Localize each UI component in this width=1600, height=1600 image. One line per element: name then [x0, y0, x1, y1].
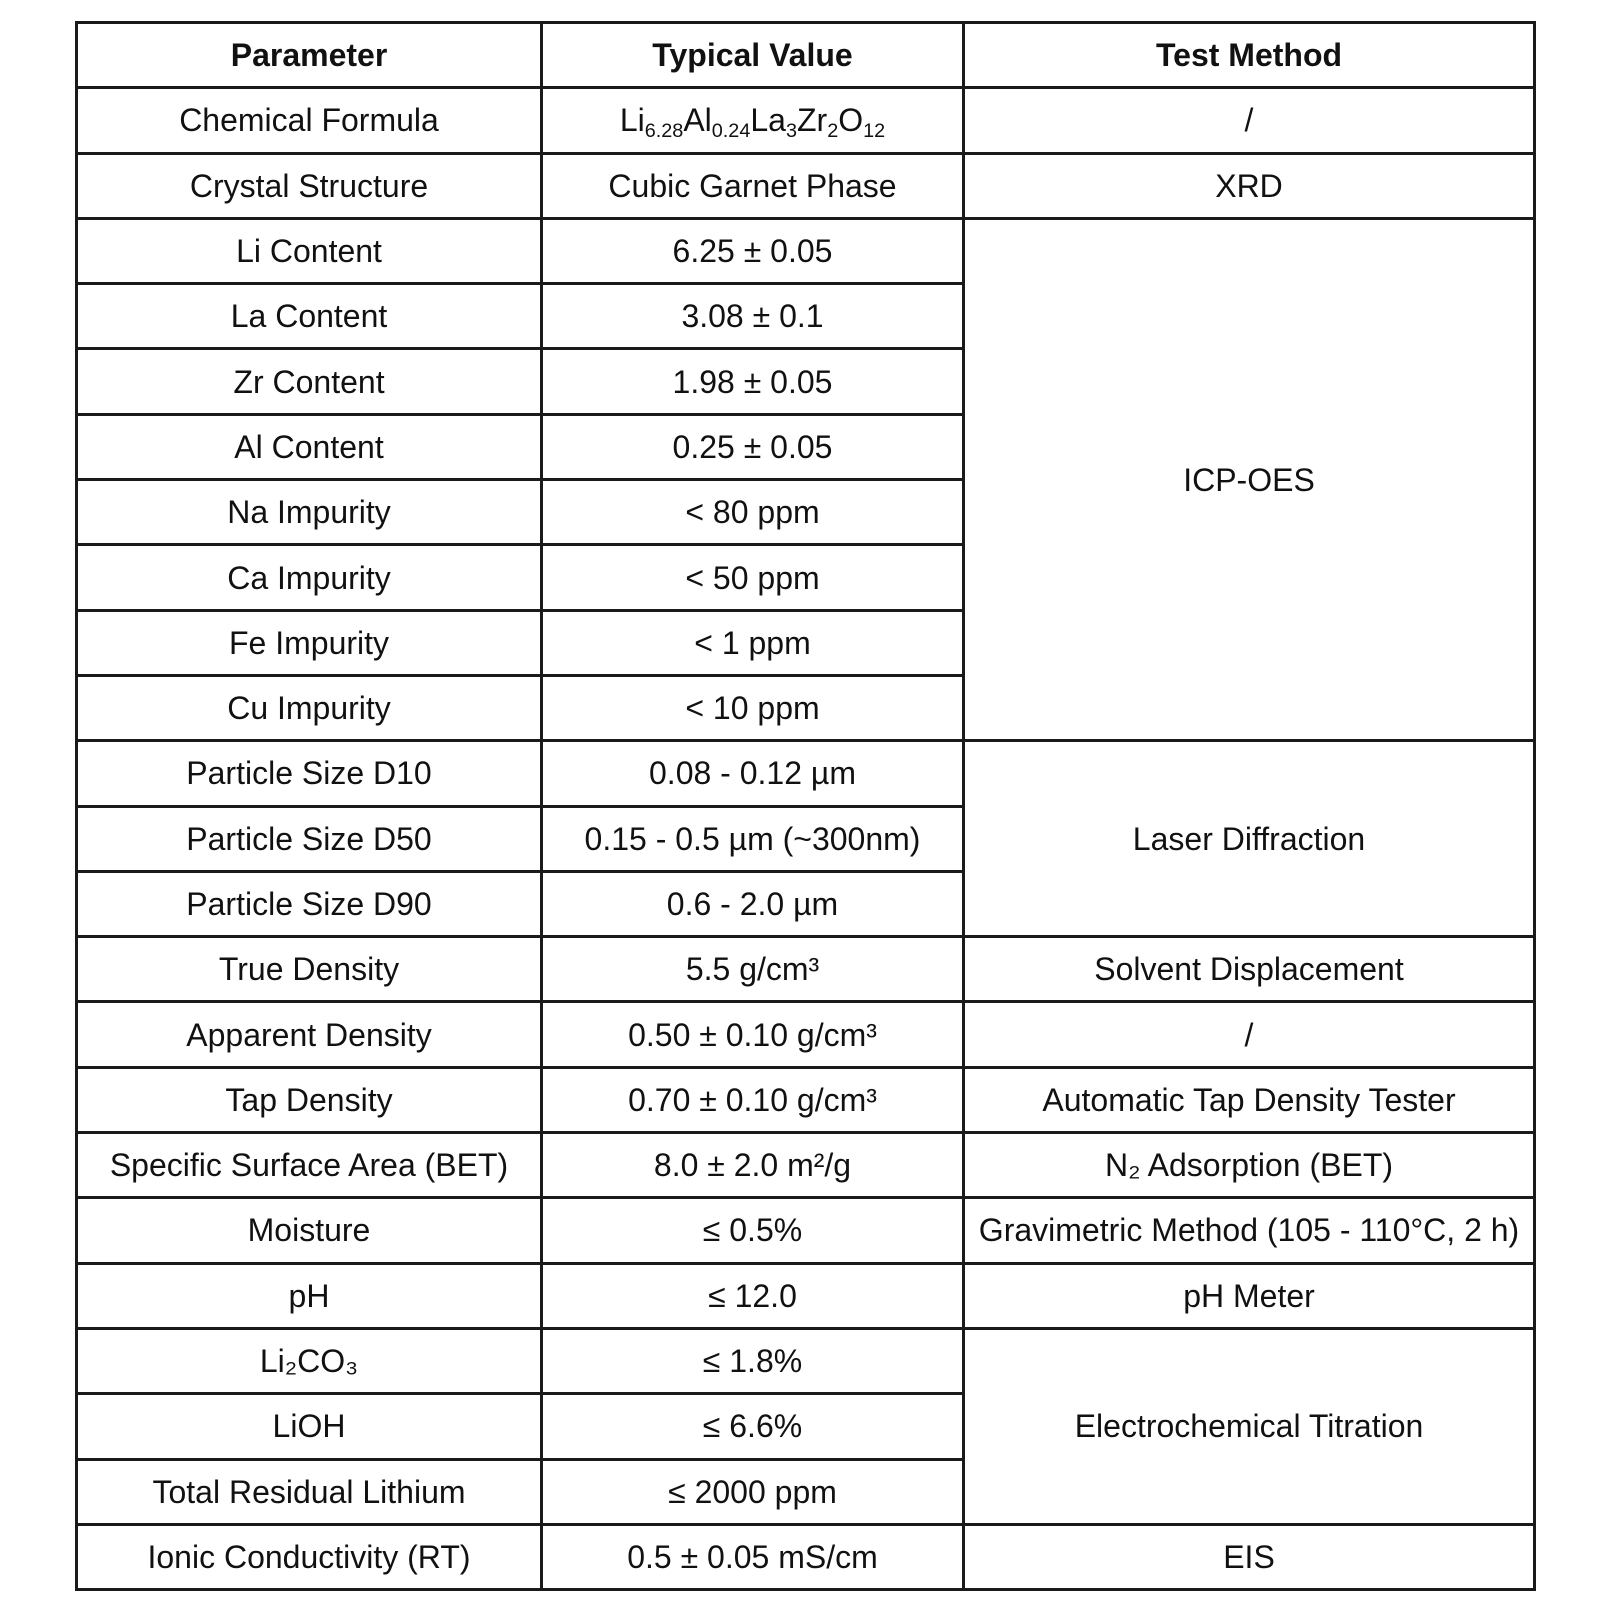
value-cell: 0.15 - 0.5 µm (~300nm)	[542, 806, 964, 871]
parameter-cell: Crystal Structure	[77, 153, 542, 218]
parameter-cell: Specific Surface Area (BET)	[77, 1133, 542, 1198]
parameter-cell: Tap Density	[77, 1067, 542, 1132]
value-cell: < 80 ppm	[542, 480, 964, 545]
table-row	[77, 741, 1535, 806]
specification-table	[75, 21, 1536, 1591]
value-cell: 1.98 ± 0.05	[542, 349, 964, 414]
method-cell: /	[964, 1002, 1535, 1067]
formula-element: Zr	[796, 102, 828, 139]
parameter-cell: Li Content	[77, 218, 542, 283]
method-cell: Solvent Displacement	[964, 937, 1535, 1002]
method-cell-merged: Laser Diffraction	[964, 741, 1535, 937]
value-cell: 0.25 ± 0.05	[542, 414, 964, 479]
value-cell: 8.0 ± 2.0 m²/g	[542, 1133, 964, 1198]
value-cell: 0.6 - 2.0 µm	[542, 871, 964, 936]
parameter-cell: Na Impurity	[77, 480, 542, 545]
value-cell: ≤ 1.8%	[542, 1328, 964, 1393]
header-test-method: Test Method	[964, 23, 1535, 88]
formula-element: Li	[619, 102, 645, 139]
parameter-cell: Ionic Conductivity (RT)	[77, 1524, 542, 1589]
formula-subscript: 0.24	[711, 120, 751, 143]
formula-subscript: 3	[785, 120, 797, 143]
parameter-cell: Al Content	[77, 414, 542, 479]
formula-element: O	[838, 102, 864, 139]
value-cell: < 1 ppm	[542, 610, 964, 675]
value-cell: 5.5 g/cm³	[542, 937, 964, 1002]
value-cell: ≤ 6.6%	[542, 1394, 964, 1459]
formula-element: La	[750, 102, 786, 139]
formula-subscript: 2	[827, 120, 839, 143]
table-row	[77, 1002, 1535, 1067]
value-cell-chemical-formula	[542, 88, 964, 153]
value-cell: < 10 ppm	[542, 675, 964, 740]
method-cell: XRD	[964, 153, 1535, 218]
parameter-cell: Particle Size D10	[77, 741, 542, 806]
parameter-cell: Ca Impurity	[77, 545, 542, 610]
table-row	[77, 1524, 1535, 1589]
method-cell: N₂ Adsorption (BET)	[964, 1133, 1535, 1198]
method-cell-merged: ICP-OES	[964, 218, 1535, 740]
value-cell: 0.70 ± 0.10 g/cm³	[542, 1067, 964, 1132]
parameter-cell: Li₂CO₃	[77, 1328, 542, 1393]
parameter-cell: Chemical Formula	[77, 88, 542, 153]
table-row	[77, 1067, 1535, 1132]
value-cell: 0.50 ± 0.10 g/cm³	[542, 1002, 964, 1067]
value-cell: 6.25 ± 0.05	[542, 218, 964, 283]
parameter-cell: pH	[77, 1263, 542, 1328]
header-row	[77, 23, 1535, 88]
parameter-cell: La Content	[77, 284, 542, 349]
header-typical-value: Typical Value	[542, 23, 964, 88]
parameter-cell: Fe Impurity	[77, 610, 542, 675]
table-row	[77, 88, 1535, 153]
formula-subscript: 6.28	[644, 120, 684, 143]
parameter-cell: LiOH	[77, 1394, 542, 1459]
parameter-cell: Particle Size D90	[77, 871, 542, 936]
value-cell: ≤ 2000 ppm	[542, 1459, 964, 1524]
method-cell: Automatic Tap Density Tester	[964, 1067, 1535, 1132]
method-cell: EIS	[964, 1524, 1535, 1589]
formula-subscript: 12	[863, 120, 886, 143]
parameter-cell: Moisture	[77, 1198, 542, 1263]
table-row	[77, 153, 1535, 218]
value-cell: ≤ 0.5%	[542, 1198, 964, 1263]
table-row	[77, 1263, 1535, 1328]
method-cell: pH Meter	[964, 1263, 1535, 1328]
method-cell: /	[964, 88, 1535, 153]
formula-element: Al	[683, 102, 712, 139]
value-cell: < 50 ppm	[542, 545, 964, 610]
table-row	[77, 937, 1535, 1002]
method-cell: Gravimetric Method (105 - 110°C, 2 h)	[964, 1198, 1535, 1263]
table-row	[77, 218, 1535, 283]
table-row	[77, 1328, 1535, 1393]
value-cell: 0.5 ± 0.05 mS/cm	[542, 1524, 964, 1589]
method-cell-merged: Electrochemical Titration	[964, 1328, 1535, 1524]
table-row	[77, 1133, 1535, 1198]
parameter-cell: Apparent Density	[77, 1002, 542, 1067]
value-cell: Cubic Garnet Phase	[542, 153, 964, 218]
header-parameter: Parameter	[77, 23, 542, 88]
parameter-cell: True Density	[77, 937, 542, 1002]
parameter-cell: Total Residual Lithium	[77, 1459, 542, 1524]
value-cell: ≤ 12.0	[542, 1263, 964, 1328]
table-row	[77, 1198, 1535, 1263]
parameter-cell: Zr Content	[77, 349, 542, 414]
value-cell: 3.08 ± 0.1	[542, 284, 964, 349]
value-cell: 0.08 - 0.12 µm	[542, 741, 964, 806]
parameter-cell: Particle Size D50	[77, 806, 542, 871]
parameter-cell: Cu Impurity	[77, 675, 542, 740]
